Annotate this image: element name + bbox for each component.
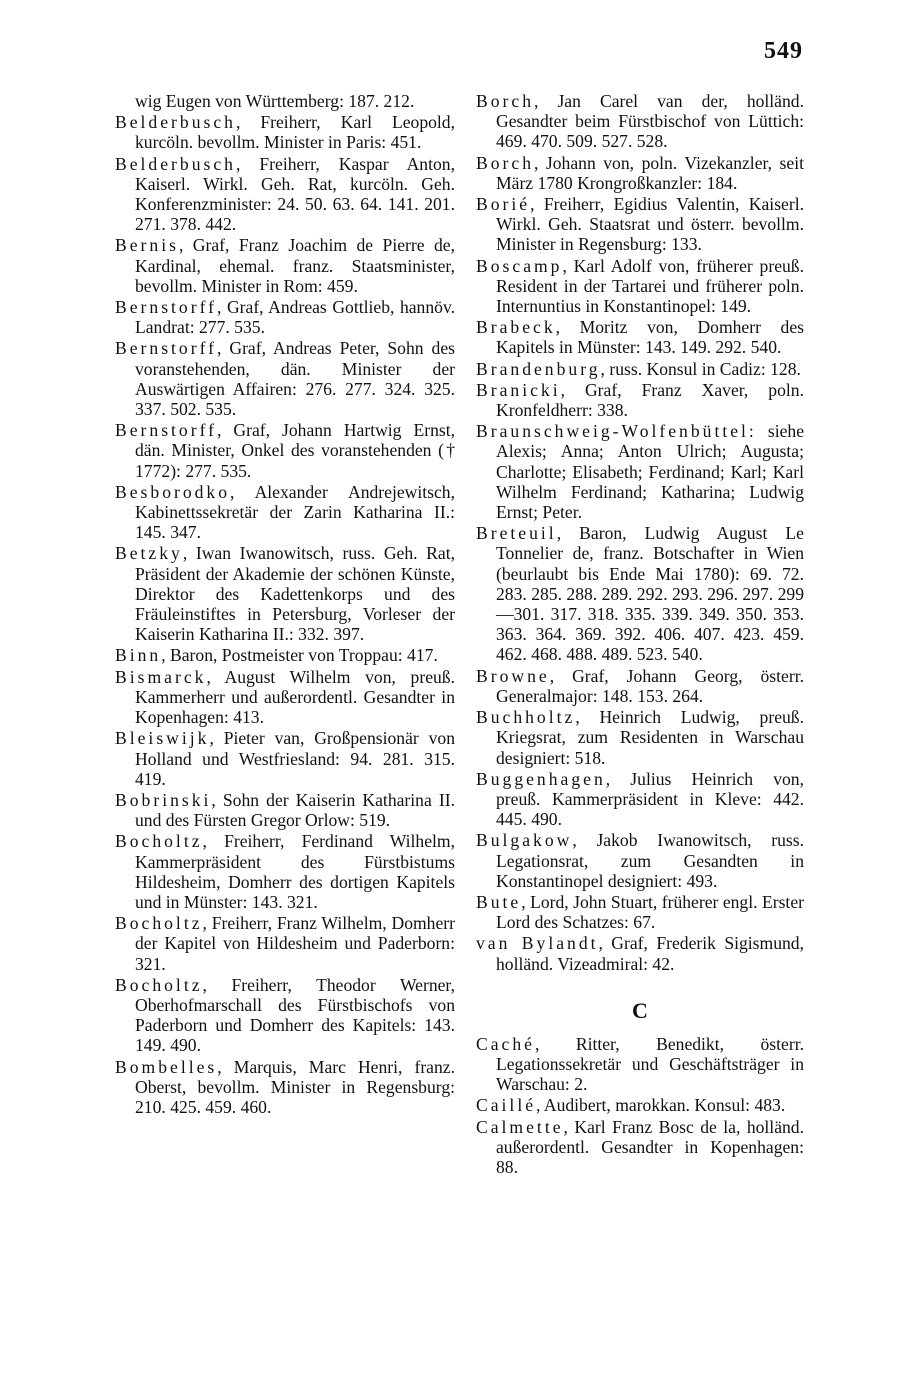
index-entry [476, 666, 804, 706]
entry-surname: Bocholtz [115, 974, 203, 995]
entry-details: , Freiherr, Kaspar Anton, Kaiserl. Wirkl. Geh. Rat, kurcöln. Geh. Konferenzminister: 24. 50. 63. 64. 141. 201. 271. 378. 442. [135, 153, 455, 235]
entry-surname: Borch [476, 152, 534, 173]
entry-surname: Branicki [476, 379, 561, 400]
index-entry [115, 154, 455, 235]
entry-details: , Lord, John Stuart, früherer engl. Erster Lord des Schatzes: 67. [496, 891, 804, 933]
index-entry [115, 235, 455, 296]
index-entry [476, 933, 804, 973]
index-entry [115, 91, 455, 111]
index-entry [115, 297, 455, 337]
entry-details: , Freiherr, Theodor Werner, Oberhofmarschall des Fürstbischofs von Paderborn und Domherr des Kapitels: 143. 149. 490. [135, 974, 455, 1056]
index-entry [476, 1117, 804, 1178]
entry-surname: Bombelles [115, 1056, 218, 1077]
entry-surname: Boscamp [476, 255, 563, 276]
entry-details: , Freiherr, Karl Leopold, kurcöln. bevollm. Minister in Paris: 451. [135, 112, 455, 153]
entry-surname: Brandenburg [476, 358, 601, 379]
entry-surname: Besborodko [115, 481, 231, 502]
entry-surname: Bobrinski [115, 789, 212, 810]
index-entry [476, 194, 804, 255]
entry-surname: Buggenhagen [476, 768, 606, 789]
index-entry [476, 256, 804, 317]
entry-details: , Graf, Johann Georg, österr. Generalmajor: 148. 153. 264. [496, 665, 804, 706]
index-entry [115, 338, 455, 419]
index-entry [115, 975, 455, 1056]
entry-surname: Bocholtz [115, 913, 203, 934]
section-letter-heading: C [632, 997, 648, 1023]
entry-surname: Calmette [476, 1116, 564, 1137]
entry-details: , Heinrich Ludwig, preuß. Kriegsrat, zum Residenten in Warschau designiert: 518. [496, 707, 804, 768]
entry-details: , Baron, Postmeister von Troppau: 417. [161, 645, 438, 666]
entry-details: , Ritter, Benedikt, österr. Legationssekretär und Geschäftsträger in Warschau: 2. [496, 1033, 804, 1095]
entry-details: , Graf, Andreas Peter, Sohn des voranstehenden, dän. Minister der Auswärtigen Affairen: 276. 277. 324. 325. 337. 502. 535. [135, 338, 455, 420]
entry-surname: Bernis [115, 235, 179, 256]
entry-details: , August Wilhelm von, preuß. Kammerherr und außerordentl. Gesandter in Kopenhagen: 413. [135, 666, 455, 728]
entry-surname: van Bylandt [476, 933, 599, 954]
entry-details: , Freiherr, Franz Wilhelm, Domherr der Kapitel von Hildesheim und Paderborn: 321. [135, 913, 455, 974]
entry-details: , Freiherr, Ferdinand Wilhelm, Kammerpräsident des Fürstbistums Hildesheim, Domherr des dortigen Kapitels und in Münster: 143. 321. [135, 831, 455, 912]
entry-details: , Graf, Frederik Sigismund, holländ. Vizeadmiral: 42. [496, 933, 804, 974]
entry-details: , Graf, Franz Xaver, poln. Kronfeldherr: 338. [496, 379, 804, 421]
entry-surname: Bocholtz [115, 831, 203, 852]
index-entry [115, 645, 455, 665]
index-entry [476, 359, 804, 379]
index-entry [476, 91, 804, 152]
entry-details: , Jan Carel van der, holländ. Gesandter beim Fürstbischof von Lüttich: 469. 470. 509. 527. 528. [496, 91, 804, 152]
entry-surname: Brabeck [476, 317, 556, 338]
index-entry [115, 913, 455, 974]
index-entry [476, 769, 804, 830]
entry-details: wig Eugen von Württemberg: 187. 212. [135, 91, 415, 111]
entry-surname: Betzky [115, 543, 183, 564]
index-entry [115, 420, 455, 481]
index-entry [115, 831, 455, 912]
entry-details: , Sohn der Kaiserin Katharina II. und des Fürsten Gregor Orlow: 519. [135, 789, 455, 831]
entry-surname: Caillé [476, 1095, 537, 1116]
left-column [115, 91, 455, 1118]
entry-surname: Bleiswijk [115, 728, 210, 749]
index-entry [476, 317, 804, 357]
entry-surname: Belderbusch [115, 112, 236, 133]
entry-details: , Jakob Iwanowitsch, russ. Legationsrat, zum Gesandten in Konstantinopel designiert: 493. [496, 830, 804, 891]
entry-surname: Braunschweig-Wolfenbüttel [476, 421, 749, 442]
entry-details: , Graf, Franz Joachim de Pierre de, Kardinal, ehemal. franz. Staatsminister, bevollm. Minister in Rom: 459. [135, 235, 455, 296]
index-entry [115, 112, 455, 152]
entry-details: , Iwan Iwanowitsch, russ. Geh. Rat, Präsident der Akademie der schönen Künste, Direktor des Kadettenkorps und des Fräuleinstiftes in Petersburg, Vorleser der Kaiserin Katharina II.: 332. 397. [135, 543, 455, 645]
entry-surname: Borch [476, 91, 534, 111]
entry-surname: Bismarck [115, 666, 207, 687]
index-entry [115, 790, 455, 830]
entry-surname: Caché [476, 1033, 535, 1054]
entry-details: , Pieter van, Großpensionär von Holland und Westfriesland: 94. 281. 315. 419. [135, 728, 455, 789]
index-entry [476, 380, 804, 420]
entry-details: , russ. Konsul in Cadiz: 128. [600, 358, 801, 379]
right-column [476, 91, 804, 1178]
index-entry [115, 543, 455, 644]
index-entry [476, 1034, 804, 1095]
index-entry [115, 1057, 455, 1118]
entry-details: , Graf, Johann Hartwig Ernst, dän. Minister, Onkel des voranstehenden († 1772): 277. 535. [135, 420, 455, 481]
index-entry [476, 523, 804, 664]
entry-details: , Karl Adolf von, früherer preuß. Resident in der Tartarei und früherer poln. Internuntius in Konstantinopel: 149. [496, 255, 804, 317]
index-entry [476, 153, 804, 193]
entry-surname: Buchholtz [476, 707, 576, 728]
entry-surname: Belderbusch [115, 153, 236, 174]
page-number: 549 [764, 38, 803, 64]
entry-details: , Freiherr, Egidius Valentin, Kaiserl. Wirkl. Geh. Staatsrat und österr. bevollm. Minister in Regensburg: 133. [496, 194, 804, 255]
entry-surname: Bulgakow [476, 830, 573, 851]
index-entry [115, 728, 455, 789]
entry-details: , Graf, Andreas Gottlieb, hannöv. Landrat: 277. 535. [135, 297, 455, 338]
entry-details: , Alexander Andrejewitsch, Kabinettssekretär der Zarin Katharina II.: 145. 347. [135, 481, 455, 543]
index-entry [115, 482, 455, 543]
index-entry [115, 667, 455, 728]
index-entry [476, 1095, 804, 1115]
entry-surname: Browne [476, 665, 550, 686]
entry-details: , Karl Franz Bosc de la, holländ. außerordentl. Gesandter in Kopenhagen: 88. [496, 1116, 804, 1177]
entry-details: , Julius Heinrich von, preuß. Kammerpräsident in Kleve: 442. 445. 490. [496, 768, 804, 830]
entry-surname: Bernstorff [115, 297, 217, 318]
entry-surname: Bute [476, 891, 522, 912]
index-entry [476, 421, 804, 522]
entry-details: , Moritz von, Domherr des Kapitels in Münster: 143. 149. 292. 540. [496, 317, 804, 358]
index-entry [476, 892, 804, 932]
entry-details: , Johann von, poln. Vizekanzler, seit März 1780 Krongroßkanzler: 184. [496, 152, 804, 193]
entry-surname: Borié [476, 194, 531, 215]
entry-details: , Audibert, marokkan. Konsul: 483. [536, 1095, 786, 1116]
index-entry [476, 707, 804, 768]
entry-surname: Bernstorff [115, 420, 217, 441]
entry-details: : siehe Alexis; Anna; Anton Ulrich; Augusta; Charlotte; Elisabeth; Ferdinand; Karl; Karl Wilhelm Ferdinand; Katharina; Ludwig Ernst; Peter. [496, 421, 804, 523]
entry-surname: Binn [115, 645, 162, 666]
index-entry [476, 830, 804, 891]
entry-details: , Baron, Ludwig August Le Tonnelier de, franz. Botschafter in Wien (beurlaubt bis Ende Mai 1780): 69. 72. 283. 285. 288. 289. 292. 293. 296. 297. 299—301. 317. 318. 335. 339. 349. 350. 353. 363. 364. 369. 392. 406. 407. 423. 459. 462. 468. 488. 489. 523. 540. [496, 523, 804, 665]
entry-surname: Bernstorff [115, 338, 217, 359]
entry-details: , Marquis, Marc Henri, franz. Oberst, bevollm. Minister in Regensburg: 210. 425. 459. 460. [135, 1056, 455, 1117]
entry-surname: Breteuil [476, 523, 557, 544]
